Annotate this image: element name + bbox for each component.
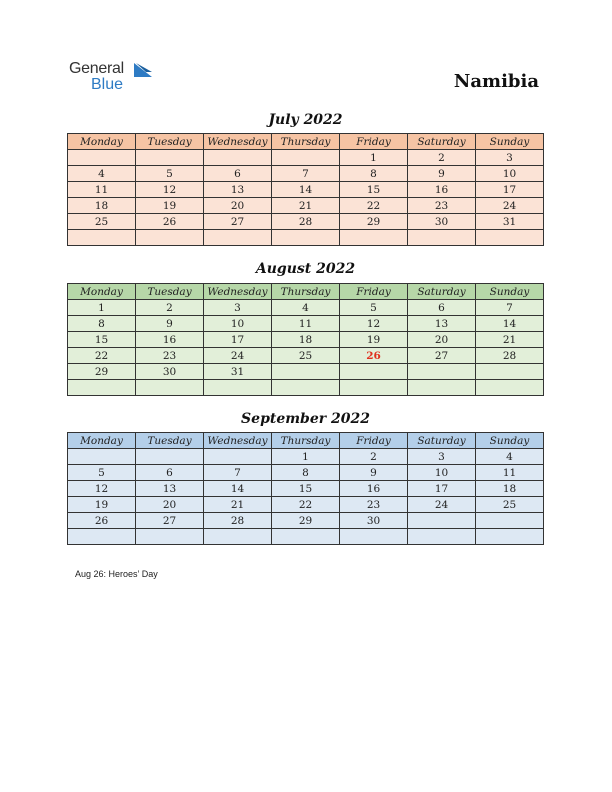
day-cell: 25 [272,348,340,364]
day-cell [476,230,544,246]
day-cell: 20 [204,198,272,214]
day-cell: 25 [68,214,136,230]
day-cell: 24 [408,497,476,513]
weekday-header: Wednesday [204,284,272,300]
country-title: Namibia [453,71,539,92]
week-row [68,182,544,198]
day-cell: 20 [408,332,476,348]
week-row [68,380,544,396]
weekday-header: Saturday [408,134,476,150]
day-cell: 6 [408,300,476,316]
day-cell: 15 [68,332,136,348]
day-cell: 10 [476,166,544,182]
day-cell: 11 [476,465,544,481]
day-cell: 14 [272,182,340,198]
day-cell: 17 [408,481,476,497]
day-cell: 4 [272,300,340,316]
day-cell: 12 [340,316,408,332]
day-cell: 4 [476,449,544,465]
month-title-september: September 2022 [241,411,370,427]
day-cell: 3 [476,150,544,166]
weekday-header: Tuesday [136,134,204,150]
day-cell: 20 [136,497,204,513]
weekday-header: Saturday [408,433,476,449]
week-row [68,481,544,497]
day-cell: 7 [476,300,544,316]
month-title-august: August 2022 [255,261,356,277]
weekday-header-row [68,433,544,449]
day-cell: 19 [340,332,408,348]
day-cell [476,529,544,545]
day-cell: 27 [136,513,204,529]
day-cell: 21 [272,198,340,214]
weekday-header: Sunday [476,134,544,150]
week-row [68,465,544,481]
day-cell [476,380,544,396]
day-cell: 26 [68,513,136,529]
day-cell: 22 [68,348,136,364]
day-cell: 21 [204,497,272,513]
day-cell [136,230,204,246]
day-cell: 11 [272,316,340,332]
day-cell [68,529,136,545]
weekday-header: Sunday [476,284,544,300]
week-row [68,449,544,465]
day-cell [68,449,136,465]
day-cell: 17 [204,332,272,348]
holiday-day-cell: 26 [340,348,408,364]
day-cell [408,230,476,246]
day-cell: 28 [204,513,272,529]
calendar-august [67,283,544,396]
weekday-header: Monday [68,284,136,300]
day-cell: 18 [476,481,544,497]
day-cell: 10 [204,316,272,332]
day-cell: 16 [340,481,408,497]
day-cell: 27 [204,214,272,230]
day-cell [272,230,340,246]
day-cell: 5 [68,465,136,481]
day-cell [204,380,272,396]
day-cell: 30 [136,364,204,380]
day-cell [136,529,204,545]
day-cell: 25 [476,497,544,513]
brand-logo [69,61,124,93]
week-row [68,300,544,316]
weekday-header: Saturday [408,284,476,300]
day-cell: 4 [68,166,136,182]
weekday-header: Monday [68,433,136,449]
day-cell: 16 [408,182,476,198]
day-cell: 6 [136,465,204,481]
day-cell: 18 [68,198,136,214]
day-cell: 9 [340,465,408,481]
day-cell: 2 [408,150,476,166]
day-cell: 7 [272,166,340,182]
day-cell [408,364,476,380]
day-cell: 30 [408,214,476,230]
day-cell: 5 [340,300,408,316]
day-cell: 15 [272,481,340,497]
weekday-header: Monday [68,134,136,150]
day-cell: 23 [136,348,204,364]
day-cell: 23 [340,497,408,513]
day-cell: 22 [272,497,340,513]
day-cell: 9 [136,316,204,332]
week-row [68,230,544,246]
day-cell: 13 [204,182,272,198]
day-cell: 12 [68,481,136,497]
logo-triangle-icon [134,63,152,77]
weekday-header: Tuesday [136,284,204,300]
week-row [68,150,544,166]
day-cell [340,529,408,545]
day-cell: 27 [408,348,476,364]
day-cell: 3 [204,300,272,316]
day-cell: 3 [408,449,476,465]
day-cell: 15 [340,182,408,198]
day-cell [408,380,476,396]
day-cell: 11 [68,182,136,198]
day-cell: 1 [272,449,340,465]
day-cell [408,529,476,545]
day-cell: 22 [340,198,408,214]
weekday-header: Friday [340,134,408,150]
day-cell: 6 [204,166,272,182]
day-cell: 16 [136,332,204,348]
day-cell [136,449,204,465]
day-cell [272,529,340,545]
day-cell [68,150,136,166]
week-row [68,513,544,529]
calendar-july [67,133,544,246]
weekday-header: Tuesday [136,433,204,449]
month-title-july: July 2022 [268,112,343,128]
day-cell: 29 [272,513,340,529]
day-cell: 8 [340,166,408,182]
week-row [68,214,544,230]
day-cell: 5 [136,166,204,182]
day-cell [340,364,408,380]
day-cell: 12 [136,182,204,198]
day-cell [204,449,272,465]
day-cell [340,230,408,246]
day-cell: 7 [204,465,272,481]
logo-text-blue: Blue [91,76,124,93]
week-row [68,348,544,364]
holiday-note: Aug 26: Heroes’ Day [75,569,158,579]
day-cell: 2 [340,449,408,465]
day-cell: 26 [136,214,204,230]
week-row [68,166,544,182]
day-cell: 24 [476,198,544,214]
weekday-header: Wednesday [204,433,272,449]
day-cell: 13 [136,481,204,497]
week-row [68,332,544,348]
day-cell: 1 [68,300,136,316]
day-cell [272,364,340,380]
day-cell: 2 [136,300,204,316]
day-cell: 8 [68,316,136,332]
day-cell: 24 [204,348,272,364]
day-cell: 28 [476,348,544,364]
weekday-header: Friday [340,284,408,300]
logo-text-general: General [69,60,124,77]
weekday-header-row [68,134,544,150]
weekday-header: Wednesday [204,134,272,150]
day-cell [476,364,544,380]
day-cell: 29 [340,214,408,230]
day-cell [136,380,204,396]
week-row [68,364,544,380]
calendar-body [68,300,544,396]
calendar-body [68,150,544,246]
day-cell [204,150,272,166]
weekday-header: Sunday [476,433,544,449]
day-cell [476,513,544,529]
day-cell [68,380,136,396]
day-cell [68,230,136,246]
day-cell: 21 [476,332,544,348]
day-cell: 8 [272,465,340,481]
day-cell: 1 [340,150,408,166]
day-cell: 14 [204,481,272,497]
weekday-header-row [68,284,544,300]
day-cell: 29 [68,364,136,380]
day-cell [272,150,340,166]
day-cell: 14 [476,316,544,332]
weekday-header: Thursday [272,433,340,449]
day-cell [272,380,340,396]
week-row [68,198,544,214]
week-row [68,529,544,545]
weekday-header: Thursday [272,284,340,300]
day-cell: 30 [340,513,408,529]
weekday-header: Thursday [272,134,340,150]
day-cell [408,513,476,529]
day-cell [340,380,408,396]
day-cell: 31 [476,214,544,230]
day-cell [204,230,272,246]
day-cell: 31 [204,364,272,380]
day-cell: 19 [68,497,136,513]
day-cell: 18 [272,332,340,348]
day-cell: 28 [272,214,340,230]
day-cell: 23 [408,198,476,214]
day-cell [136,150,204,166]
weekday-header: Friday [340,433,408,449]
day-cell: 10 [408,465,476,481]
calendar-september [67,432,544,545]
day-cell [204,529,272,545]
day-cell: 17 [476,182,544,198]
calendar-body [68,449,544,545]
week-row [68,316,544,332]
day-cell: 19 [136,198,204,214]
day-cell: 13 [408,316,476,332]
week-row [68,497,544,513]
day-cell: 9 [408,166,476,182]
